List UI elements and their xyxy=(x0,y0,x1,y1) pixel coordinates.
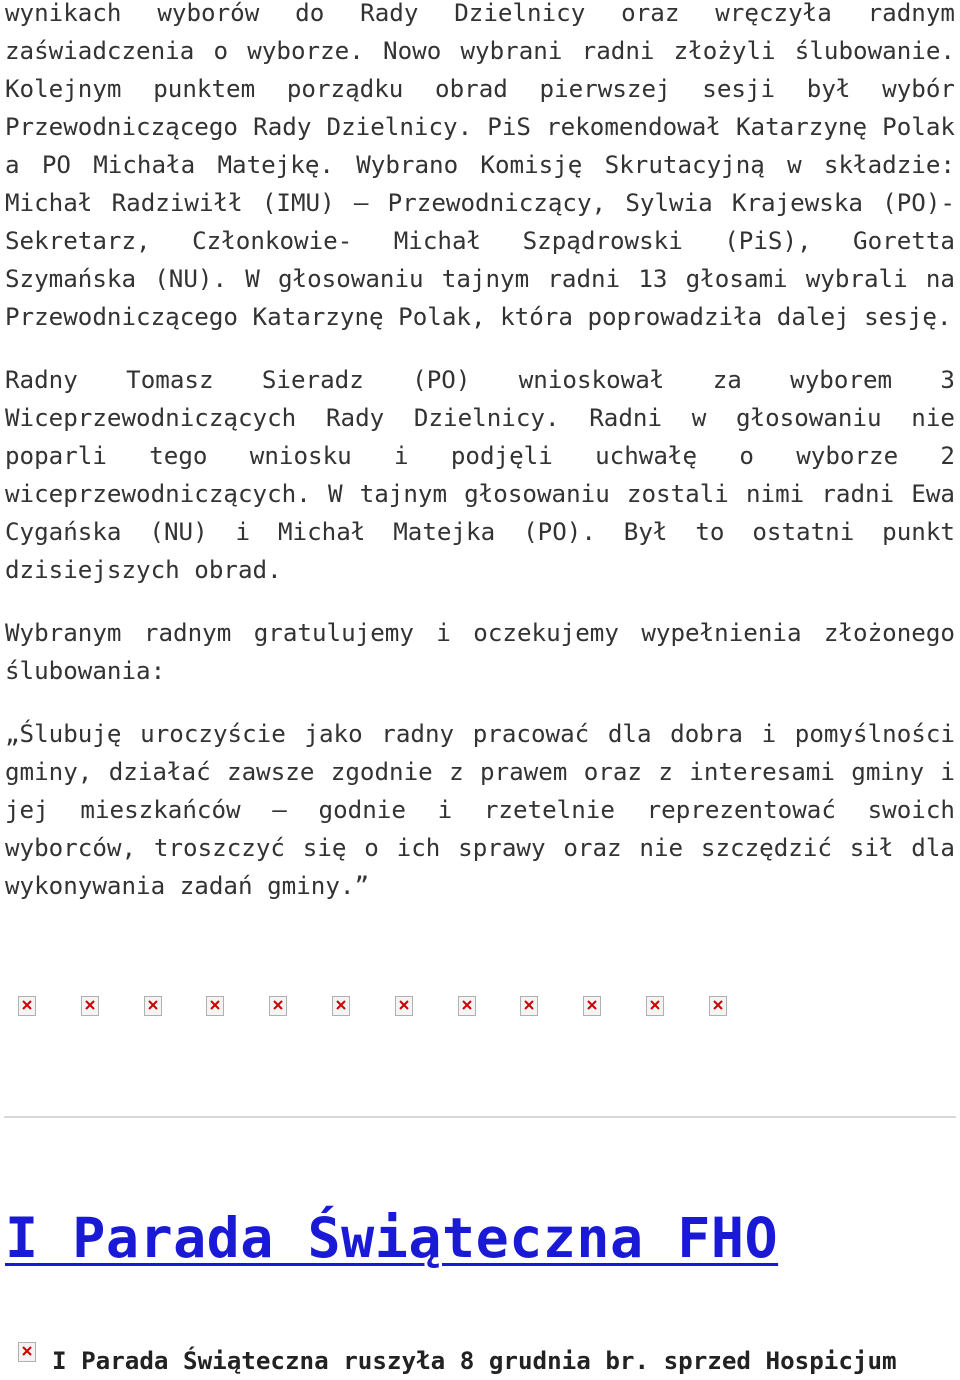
article-body xyxy=(5,0,955,905)
broken-image-icon[interactable] xyxy=(206,996,224,1016)
broken-image-icon[interactable] xyxy=(332,996,350,1016)
article-paragraph: wynikach wyborów do Rady Dzielnicy oraz wręczyła radnym zaświadczenia o wyborze. Nowo wybrani radni złożyli ślubowanie. Kolejnym punktem porządku obrad pierwszej sesji był wybór Przewodniczącego Rady Dzielnicy. PiS rekomendował Katarzynę Polak a PO Michała Matejkę. Wybrano Komisję Skrutacyjną w składzie: Michał Radziwiłł (IMU) – Przewodniczący, Sylwia Krajewska (PO)- Sekretarz, Członkowie- Michał Szpądrowski (PiS), Goretta Szymańska (NU). W głosowaniu tajnym radni 13 głosami wybrali na Przewodniczącego Katarzynę Polak, która poprowadziła dalej sesję. xyxy=(5,0,955,331)
broken-image-icon[interactable] xyxy=(81,996,99,1016)
broken-image-icon[interactable] xyxy=(18,1342,36,1362)
broken-image-icon[interactable] xyxy=(583,996,601,1016)
oath-quote: „Ślubuję uroczyście jako radny pracować dla dobra i pomyślności gminy, działać zawsze zgodnie z prawem oraz z interesami gminy i jej mieszkańców – godnie i rzetelnie reprezentować swoich wyborców, troszczyć się o ich sprawy oraz nie szczędzić sił dla wykonywania zadań gminy.” xyxy=(5,720,955,900)
broken-image-icon[interactable] xyxy=(520,996,538,1016)
article-paragraph: Radny Tomasz Sieradz (PO) wnioskował za wyborem 3 Wiceprzewodniczących Rady Dzielnicy. Radni w głosowaniu nie poparli tego wniosku i podjęli uchwałę o wyborze 2 wiceprzewodniczących. W tajnym głosowaniu zostali nimi radni Ewa Cygańska (NU) i Michał Matejka (PO). Był to ostatni punkt dzisiejszych obrad. xyxy=(5,366,955,584)
broken-image-icon[interactable] xyxy=(458,996,476,1016)
broken-image-icon[interactable] xyxy=(395,996,413,1016)
post-divider xyxy=(4,1116,956,1118)
broken-image-icon[interactable] xyxy=(269,996,287,1016)
next-post-link[interactable]: I Parada Świąteczna FHO xyxy=(5,1206,779,1270)
next-post-excerpt: I Parada Świąteczna ruszyła 8 grudnia br. sprzed Hospicjum xyxy=(52,1347,897,1375)
broken-image-icon[interactable] xyxy=(646,996,664,1016)
broken-image-icon[interactable] xyxy=(144,996,162,1016)
next-post-title xyxy=(5,1196,778,1280)
article-paragraph: Wybranym radnym gratulujemy i oczekujemy wypełnienia złożonego ślubowania: xyxy=(5,619,955,685)
broken-image-icon[interactable] xyxy=(709,996,727,1016)
broken-image-icon[interactable] xyxy=(18,996,36,1016)
